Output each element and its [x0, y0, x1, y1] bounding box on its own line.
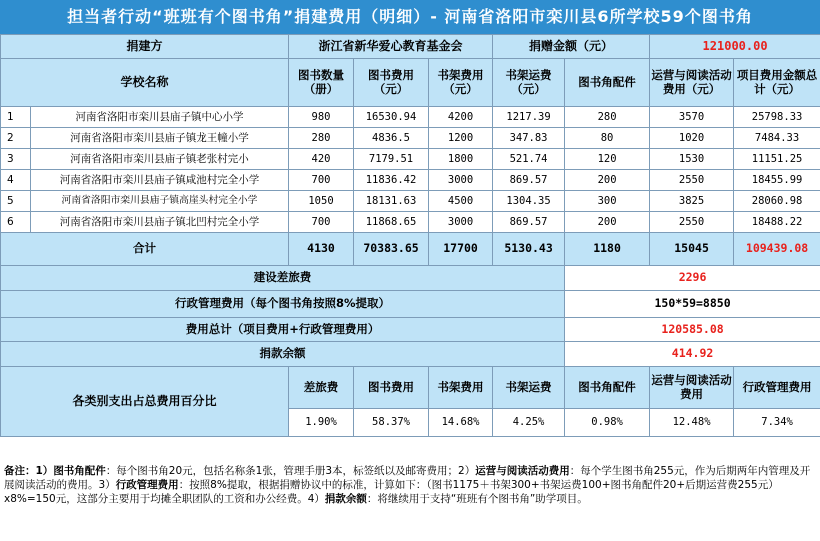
school-name: 河南省洛阳市栾川县庙子镇中心小学	[31, 107, 289, 128]
percent-parts-header: 图书角配件	[565, 367, 650, 409]
percent-parts: 0.98%	[565, 409, 650, 437]
note-ops-term: 运营与阅读活动费用	[475, 465, 570, 477]
totals-row	[1, 233, 820, 266]
table-row	[1, 170, 820, 191]
shelf-cost: 1200	[429, 128, 493, 149]
percent-shipping-header: 书架运费	[493, 367, 565, 409]
total-book-cost: 70383.65	[354, 233, 429, 266]
table-row	[1, 128, 820, 149]
donation-amount-label: 捐赠金额（元）	[493, 35, 650, 59]
percent-admin-header: 行政管理费用	[734, 367, 820, 409]
column-header-row	[1, 59, 820, 107]
book-qty-header: 图书数量（册）	[289, 59, 354, 107]
row-index: 1	[1, 107, 31, 128]
shelf-cost: 1800	[429, 149, 493, 170]
admin-value: 150*59=8850	[565, 291, 820, 318]
percent-travel: 1.90%	[289, 409, 354, 437]
school-name: 河南省洛阳市栾川县庙子镇北凹村完全小学	[31, 212, 289, 233]
book-cost: 11868.65	[354, 212, 429, 233]
shelf-shipping-header: 书架运费（元）	[493, 59, 565, 107]
project-total: 7484.33	[734, 128, 820, 149]
school-name-header: 学校名称	[1, 59, 289, 107]
project-total: 28060.98	[734, 191, 820, 212]
shelf-shipping: 869.57	[493, 212, 565, 233]
corner-parts-header: 图书角配件	[565, 59, 650, 107]
book-qty: 980	[289, 107, 354, 128]
book-cost: 11836.42	[354, 170, 429, 191]
percent-book: 58.37%	[354, 409, 429, 437]
shelf-cost: 3000	[429, 170, 493, 191]
ops-reading: 3825	[650, 191, 734, 212]
totals-label: 合计	[1, 233, 289, 266]
shelf-cost-header: 书架费用（元）	[429, 59, 493, 107]
school-name: 河南省洛阳市栾川县庙子镇咸池村完全小学	[31, 170, 289, 191]
note-parts-term: 图书角配件	[53, 465, 106, 477]
admin-row	[1, 291, 820, 318]
school-name: 河南省洛阳市栾川县庙子镇老张村完小	[31, 149, 289, 170]
percent-header-row	[1, 367, 820, 409]
book-cost: 18131.63	[354, 191, 429, 212]
book-cost: 7179.51	[354, 149, 429, 170]
note-balance-term: 捐款余额	[324, 493, 367, 505]
shelf-shipping: 1304.35	[493, 191, 565, 212]
table-row	[1, 191, 820, 212]
book-cost-header: 图书费用（元）	[354, 59, 429, 107]
shelf-shipping: 347.83	[493, 128, 565, 149]
project-total-header: 项目费用金额总计（元）	[734, 59, 820, 107]
travel-row	[1, 266, 820, 291]
grand-total-label: 费用总计（项目费用+行政管理费用）	[1, 318, 565, 342]
ops-reading: 1020	[650, 128, 734, 149]
shelf-shipping: 869.57	[493, 170, 565, 191]
percent-ops-header: 运营与阅读活动费用	[650, 367, 734, 409]
corner-parts: 200	[565, 170, 650, 191]
travel-label: 建设差旅费	[1, 266, 565, 291]
shelf-cost: 4500	[429, 191, 493, 212]
expense-table	[0, 34, 820, 437]
corner-parts: 200	[565, 212, 650, 233]
book-cost: 16530.94	[354, 107, 429, 128]
balance-value: 414.92	[565, 342, 820, 367]
total-book-qty: 4130	[289, 233, 354, 266]
book-qty: 700	[289, 170, 354, 191]
percent-shipping: 4.25%	[493, 409, 565, 437]
note-parts-text: ：每个图书角20元，包括名称条1张，管理手册3本，标签纸以及邮寄费用；2）	[105, 465, 476, 477]
ops-reading-header: 运营与阅读活动费用（元）	[650, 59, 734, 107]
school-name: 河南省洛阳市栾川县庙子镇龙王幢小学	[31, 128, 289, 149]
percent-admin: 7.34%	[734, 409, 820, 437]
row-index: 4	[1, 170, 31, 191]
row-index: 6	[1, 212, 31, 233]
note-prefix: 备注：1）	[4, 465, 54, 477]
total-shelf-cost: 17700	[429, 233, 493, 266]
total-project-cost: 109439.08	[734, 233, 820, 266]
grand-total-row	[1, 318, 820, 342]
donor-row	[1, 35, 820, 59]
total-corner-parts: 1180	[565, 233, 650, 266]
row-index: 5	[1, 191, 31, 212]
note-admin-text: ：按照8%提取，根据捐赠协议中的标准，计算如下：（图书1175＋书架300+书架运费100+图书角配件20+后期运营费255元）x8%=150元，这部分主要用于均摊全职团队的工资和办公经费。4）	[4, 479, 779, 505]
corner-parts: 80	[565, 128, 650, 149]
row-index: 2	[1, 128, 31, 149]
total-ops-reading: 15045	[650, 233, 734, 266]
project-total: 25798.33	[734, 107, 820, 128]
percent-shelf: 14.68%	[429, 409, 493, 437]
balance-row	[1, 342, 820, 367]
donation-amount: 121000.00	[650, 35, 820, 59]
table-row	[1, 107, 820, 128]
corner-parts: 280	[565, 107, 650, 128]
admin-label: 行政管理费用（每个图书角按照8%提取）	[1, 291, 565, 318]
percent-shelf-header: 书架费用	[429, 367, 493, 409]
ops-reading: 3570	[650, 107, 734, 128]
shelf-shipping: 1217.39	[493, 107, 565, 128]
percent-travel-header: 差旅费	[289, 367, 354, 409]
ops-reading: 2550	[650, 170, 734, 191]
note-balance-text: ：将继续用于支持“班班有个图书角”助学项目。	[366, 493, 588, 505]
shelf-shipping: 521.74	[493, 149, 565, 170]
project-total: 11151.25	[734, 149, 820, 170]
ops-reading: 2550	[650, 212, 734, 233]
total-shelf-shipping: 5130.43	[493, 233, 565, 266]
project-total: 18488.22	[734, 212, 820, 233]
page-title: 担当者行动“班班有个图书角”捐建费用（明细）- 河南省洛阳市栾川县6所学校59个图书角	[0, 0, 820, 34]
book-qty: 700	[289, 212, 354, 233]
note-admin-term: 行政管理费用	[115, 479, 179, 491]
percent-book-header: 图书费用	[354, 367, 429, 409]
book-qty: 420	[289, 149, 354, 170]
corner-parts: 120	[565, 149, 650, 170]
balance-label: 捐款余额	[1, 342, 565, 367]
book-qty: 1050	[289, 191, 354, 212]
note-ops-text: ：每个学生图书角255元，作为后期两年内管理及开展阅读活动的费用。3）	[4, 465, 811, 491]
book-cost: 4836.5	[354, 128, 429, 149]
shelf-cost: 4200	[429, 107, 493, 128]
donor-label: 捐建方	[1, 35, 289, 59]
ops-reading: 1530	[650, 149, 734, 170]
percent-label: 各类别支出占总费用百分比	[1, 367, 289, 437]
table-row	[1, 212, 820, 233]
travel-value: 2296	[565, 266, 820, 291]
donor-name: 浙江省新华爱心教育基金会	[289, 35, 493, 59]
shelf-cost: 3000	[429, 212, 493, 233]
grand-total-value: 120585.08	[565, 318, 820, 342]
footnote	[4, 464, 816, 506]
school-name: 河南省洛阳市栾川县庙子镇高崖头村完全小学	[31, 191, 289, 212]
corner-parts: 300	[565, 191, 650, 212]
project-total: 18455.99	[734, 170, 820, 191]
table-row	[1, 149, 820, 170]
percent-ops: 12.48%	[650, 409, 734, 437]
row-index: 3	[1, 149, 31, 170]
book-qty: 280	[289, 128, 354, 149]
